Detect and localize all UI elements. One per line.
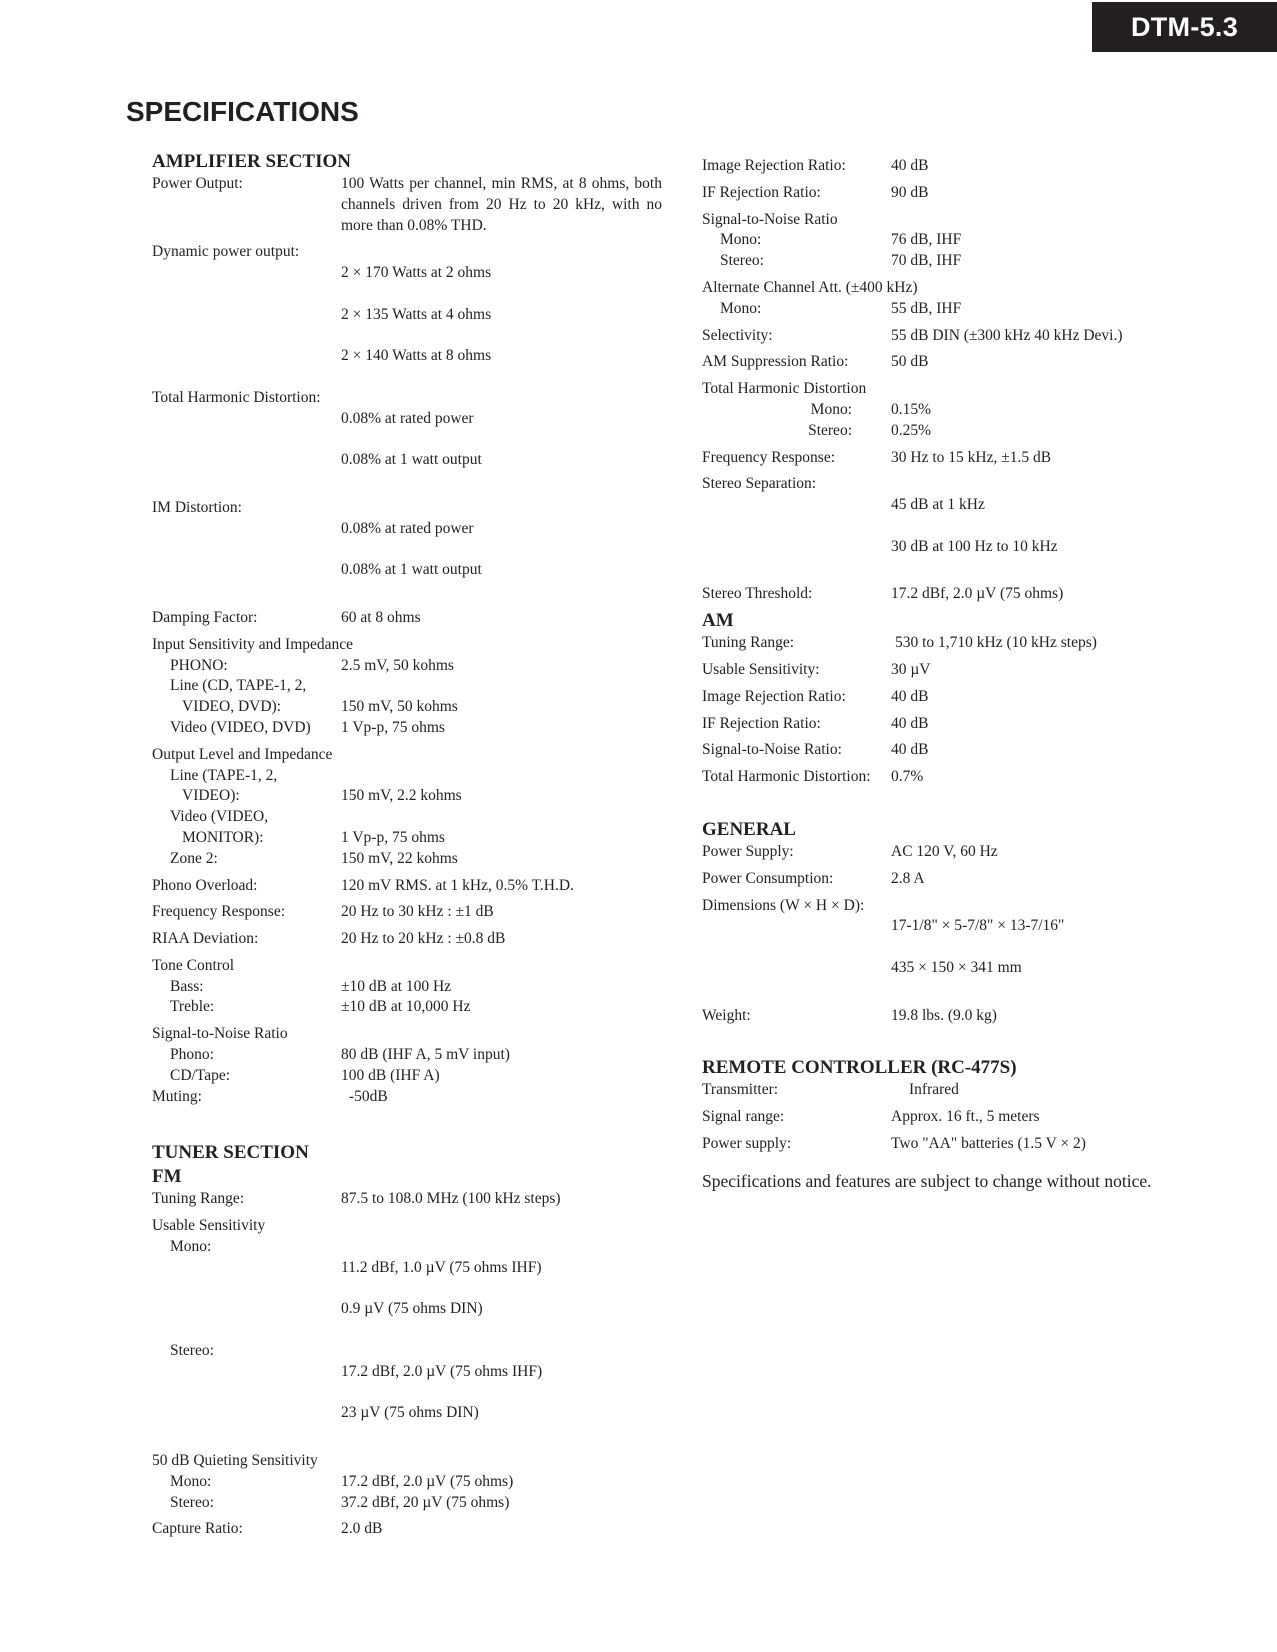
spec-damping-factor xyxy=(152,608,662,629)
spec-value: 2.5 mV, 50 kohms xyxy=(341,656,454,674)
spec-group-fm-snr: Signal-to-Noise Ratio xyxy=(702,210,838,228)
left-column xyxy=(152,150,662,1540)
spec-value: Two "AA" batteries (1.5 V × 2) xyxy=(891,1134,1086,1152)
model-number-tab xyxy=(1092,2,1277,52)
spec-group-output-level: Output Level and Impedance xyxy=(152,745,333,763)
spec-value: 76 dB, IHF xyxy=(891,231,962,249)
spec-general-dimensions xyxy=(702,896,1242,1000)
fm-heading: FM xyxy=(152,1166,182,1188)
spec-label: VIDEO): xyxy=(182,787,240,805)
spec-input-video xyxy=(152,718,662,739)
right-column xyxy=(702,156,1242,1191)
spec-value: 17-1/8" × 5-7/8" × 13-7/16" xyxy=(891,917,1065,935)
spec-label: Usable Sensitivity: xyxy=(702,660,820,678)
spec-label: Weight: xyxy=(702,1006,751,1024)
spec-output-zone2 xyxy=(152,849,662,870)
spec-label: Mono: xyxy=(170,1238,212,1256)
spec-value: 40 dB xyxy=(891,157,929,174)
spec-value: 2 × 135 Watts at 4 ohms xyxy=(341,305,492,323)
spec-fm-quieting-stereo xyxy=(152,1493,662,1514)
spec-output-video-cont xyxy=(152,828,662,849)
spec-label: Power supply: xyxy=(702,1134,792,1152)
spec-value: 0.08% at rated power xyxy=(341,409,474,427)
spec-label: Video (VIDEO, xyxy=(170,808,269,826)
spec-value: 2 × 170 Watts at 2 ohms xyxy=(341,264,492,282)
spec-value: 100 Watts per channel, min RMS, at 8 ohms, both channels driven from 20 Hz to 20 kHz, with no more than 0.08% THD. xyxy=(341,175,662,234)
spec-label: Mono: xyxy=(170,1472,212,1490)
spec-fm-snr-stereo xyxy=(702,251,1242,272)
spec-label: CD/Tape: xyxy=(170,1066,231,1084)
spec-label: Total Harmonic Distortion: xyxy=(152,388,321,406)
spec-power-output xyxy=(152,174,662,236)
spec-label: Line (TAPE-1, 2, xyxy=(170,766,278,784)
spec-value: Infrared xyxy=(909,1081,959,1099)
spec-label: Frequency Response: xyxy=(702,448,836,466)
spec-label: Selectivity: xyxy=(702,326,773,344)
spec-label: Transmitter: xyxy=(702,1081,779,1099)
spec-remote-power-supply xyxy=(702,1134,1242,1155)
spec-value: 55 dB DIN (±300 kHz 40 kHz Devi.) xyxy=(891,326,1123,344)
spec-tone-treble xyxy=(152,997,662,1018)
spec-remote-signal-range xyxy=(702,1107,1242,1128)
spec-value: 0.25% xyxy=(891,421,932,439)
spec-value: 2.0 dB xyxy=(341,1520,383,1538)
spec-label: IM Distortion: xyxy=(152,498,242,516)
spec-value: 80 dB (IHF A, 5 mV input) xyxy=(341,1046,510,1064)
spec-fm-alt-mono xyxy=(702,299,1242,320)
spec-value: 17.2 dBf, 2.0 µV (75 ohms) xyxy=(341,1472,514,1490)
spec-group-fm-thd: Total Harmonic Distortion xyxy=(702,380,867,398)
spec-label: Bass: xyxy=(170,977,204,995)
spec-label: Stereo: xyxy=(170,1342,214,1360)
spec-label: Power Output: xyxy=(152,175,243,192)
spec-label: Tuning Range: xyxy=(152,1190,245,1208)
spec-label: Signal range: xyxy=(702,1108,785,1126)
model-number: DTM-5.3 xyxy=(1130,11,1239,42)
spec-fm-thd-stereo xyxy=(702,421,1242,442)
spec-value: ±10 dB at 10,000 Hz xyxy=(341,998,471,1016)
spec-value: ±10 dB at 100 Hz xyxy=(341,977,452,995)
spec-fm-stereo-threshold xyxy=(702,584,1242,605)
spec-label: Signal-to-Noise Ratio: xyxy=(702,741,842,759)
spec-tone-bass xyxy=(152,977,662,998)
spec-am-thd xyxy=(702,767,1242,788)
spec-fm-selectivity xyxy=(702,326,1242,347)
spec-label: Total Harmonic Distortion: xyxy=(702,768,871,786)
spec-output-line xyxy=(152,766,662,787)
spec-value: 37.2 dBf, 20 µV (75 ohms) xyxy=(341,1493,510,1511)
spec-group-usable-sensitivity: Usable Sensitivity xyxy=(152,1217,266,1235)
spec-value: -50dB xyxy=(349,1087,388,1105)
spec-fm-usable-mono xyxy=(152,1237,662,1341)
spec-riaa-deviation xyxy=(152,929,662,950)
spec-fm-am-suppression xyxy=(702,352,1242,373)
spec-fm-usable-stereo xyxy=(152,1341,662,1445)
spec-label: Dynamic power output: xyxy=(152,243,300,261)
general-heading: GENERAL xyxy=(702,818,796,840)
spec-im-distortion xyxy=(152,498,662,602)
change-notice: Specifications and features are subject to change without notice. xyxy=(702,1170,1152,1191)
spec-value: 20 Hz to 30 kHz : ±1 dB xyxy=(341,903,494,921)
spec-value: 150 mV, 2.2 kohms xyxy=(341,787,462,805)
spec-value: 50 dB xyxy=(891,353,929,371)
spec-value: 60 at 8 ohms xyxy=(341,608,421,626)
spec-label: Muting: xyxy=(152,1087,202,1105)
page-title: SPECIFICATIONS xyxy=(126,96,359,127)
spec-fm-tuning-range xyxy=(152,1189,662,1210)
spec-label: Power Supply: xyxy=(702,842,794,860)
spec-general-power-consumption xyxy=(702,869,1242,890)
spec-label: Tuning Range: xyxy=(702,634,795,652)
spec-label: AM Suppression Ratio: xyxy=(702,353,849,371)
spec-output-video xyxy=(152,807,662,828)
spec-value: 90 dB xyxy=(891,183,929,201)
spec-label: Mono: xyxy=(720,299,762,317)
spec-am-tuning-range xyxy=(702,633,1242,654)
spec-value: 30 µV xyxy=(891,660,931,678)
spec-dynamic-power xyxy=(152,242,662,388)
spec-value: 17.2 dBf, 2.0 µV (75 ohms IHF) xyxy=(341,1362,543,1380)
spec-label: Stereo Threshold: xyxy=(702,585,813,603)
spec-label: Frequency Response: xyxy=(152,903,286,921)
spec-value: 30 Hz to 15 kHz, ±1.5 dB xyxy=(891,448,1052,466)
spec-label: Dimensions (W × H × D): xyxy=(702,896,865,914)
spec-input-line-cont xyxy=(152,697,662,718)
spec-value: 23 µV (75 ohms DIN) xyxy=(341,1404,479,1422)
spec-label: Video (VIDEO, DVD) xyxy=(170,718,311,736)
spec-label: Stereo Separation: xyxy=(702,475,817,493)
spec-label: Capture Ratio: xyxy=(152,1520,243,1538)
spec-value: 55 dB, IHF xyxy=(891,299,962,317)
spec-label: IF Rejection Ratio: xyxy=(702,714,821,732)
spec-value: 120 mV RMS. at 1 kHz, 0.5% T.H.D. xyxy=(341,876,574,894)
spec-label: Image Rejection Ratio: xyxy=(702,687,846,705)
spec-value: 435 × 150 × 341 mm xyxy=(891,958,1022,976)
spec-fm-quieting-mono xyxy=(152,1472,662,1493)
spec-value: 2.8 A xyxy=(891,869,925,887)
spec-label: PHONO: xyxy=(170,656,228,674)
spec-label: Phono: xyxy=(170,1046,214,1064)
spec-group-tone-control: Tone Control xyxy=(152,956,235,974)
spec-fm-thd-mono xyxy=(702,400,1242,421)
spec-label: Zone 2: xyxy=(170,849,218,867)
spec-value: 1 Vp-p, 75 ohms xyxy=(341,828,445,846)
spec-general-power-supply xyxy=(702,842,1242,863)
spec-value: 150 mV, 50 kohms xyxy=(341,698,458,716)
spec-remote-transmitter xyxy=(702,1080,1242,1101)
spec-group-input-sensitivity: Input Sensitivity and Impedance xyxy=(152,635,354,653)
spec-label: Image Rejection Ratio: xyxy=(702,157,846,174)
spec-label: Stereo: xyxy=(808,421,852,439)
spec-value: 0.15% xyxy=(891,400,932,418)
spec-input-line xyxy=(152,676,662,697)
spec-fm-stereo-separation xyxy=(702,474,1242,578)
spec-group-alt-channel: Alternate Channel Att. (±400 kHz) xyxy=(702,278,918,296)
spec-label: Stereo: xyxy=(170,1493,214,1511)
spec-value: 70 dB, IHF xyxy=(891,252,962,270)
spec-fm-frequency-response xyxy=(702,448,1242,469)
spec-muting xyxy=(152,1087,662,1108)
spec-value: 20 Hz to 20 kHz : ±0.8 dB xyxy=(341,930,506,948)
spec-label: IF Rejection Ratio: xyxy=(702,183,821,201)
spec-value: 45 dB at 1 kHz xyxy=(891,496,985,514)
spec-group-snr: Signal-to-Noise Ratio xyxy=(152,1025,288,1043)
spec-value: 1 Vp-p, 75 ohms xyxy=(341,718,445,736)
spec-value: 2 × 140 Watts at 8 ohms xyxy=(341,347,492,365)
spec-label: Power Consumption: xyxy=(702,869,834,887)
spec-fm-if-rejection xyxy=(702,183,1242,204)
spec-value: 40 dB xyxy=(891,741,929,759)
spec-label: VIDEO, DVD): xyxy=(182,698,282,716)
spec-value: 11.2 dBf, 1.0 µV (75 ohms IHF) xyxy=(341,1258,542,1276)
spec-value: Approx. 16 ft., 5 meters xyxy=(891,1108,1040,1126)
spec-value: 100 dB (IHF A) xyxy=(341,1066,440,1084)
spec-label: Damping Factor: xyxy=(152,608,258,626)
spec-value: 150 mV, 22 kohms xyxy=(341,849,458,867)
spec-phono-overload xyxy=(152,876,662,897)
spec-general-weight xyxy=(702,1006,1242,1027)
spec-am-if-rejection xyxy=(702,714,1242,735)
spec-value: 17.2 dBf, 2.0 µV (75 ohms) xyxy=(891,585,1064,603)
spec-label: MONITOR): xyxy=(182,828,264,846)
spec-value: 0.08% at 1 watt output xyxy=(341,451,482,469)
spec-value: 0.7% xyxy=(891,768,924,786)
spec-value: 530 to 1,710 kHz (10 kHz steps) xyxy=(895,634,1097,652)
spec-fm-snr-mono xyxy=(702,230,1242,251)
spec-fm-image-rejection xyxy=(702,156,1242,177)
spec-fm-capture-ratio xyxy=(152,1519,662,1540)
spec-am-usable-sensitivity xyxy=(702,660,1242,681)
spec-label: Phono Overload: xyxy=(152,876,258,894)
spec-value: 0.9 µV (75 ohms DIN) xyxy=(341,1300,483,1318)
spec-value: 0.08% at 1 watt output xyxy=(341,561,482,579)
spec-snr-phono xyxy=(152,1045,662,1066)
spec-label: Stereo: xyxy=(720,252,764,270)
spec-output-line-cont xyxy=(152,786,662,807)
spec-value: 0.08% at rated power xyxy=(341,519,474,537)
spec-value: 40 dB xyxy=(891,687,929,705)
spec-value: 87.5 to 108.0 MHz (100 kHz steps) xyxy=(341,1190,561,1208)
remote-heading: REMOTE CONTROLLER (RC-477S) xyxy=(702,1057,1017,1079)
am-heading: AM xyxy=(702,610,734,632)
spec-label: Mono: xyxy=(720,231,762,249)
spec-value: 30 dB at 100 Hz to 10 kHz xyxy=(891,537,1058,555)
spec-label: Treble: xyxy=(170,998,215,1016)
spec-group-quieting: 50 dB Quieting Sensitivity xyxy=(152,1452,318,1470)
spec-am-image-rejection xyxy=(702,687,1242,708)
spec-label: Line (CD, TAPE-1, 2, xyxy=(170,677,307,695)
tuner-section-heading: TUNER SECTION xyxy=(152,1142,309,1164)
spec-input-phono xyxy=(152,656,662,677)
spec-frequency-response xyxy=(152,902,662,923)
spec-value: AC 120 V, 60 Hz xyxy=(891,842,998,860)
spec-label: RIAA Deviation: xyxy=(152,930,259,948)
spec-value: 19.8 lbs. (9.0 kg) xyxy=(891,1006,997,1024)
amplifier-section-heading: AMPLIFIER SECTION xyxy=(152,151,351,172)
spec-thd xyxy=(152,388,662,492)
spec-am-snr xyxy=(702,740,1242,761)
spec-snr-cd xyxy=(152,1066,662,1087)
spec-label: Mono: xyxy=(810,400,852,418)
spec-value: 40 dB xyxy=(891,714,929,732)
